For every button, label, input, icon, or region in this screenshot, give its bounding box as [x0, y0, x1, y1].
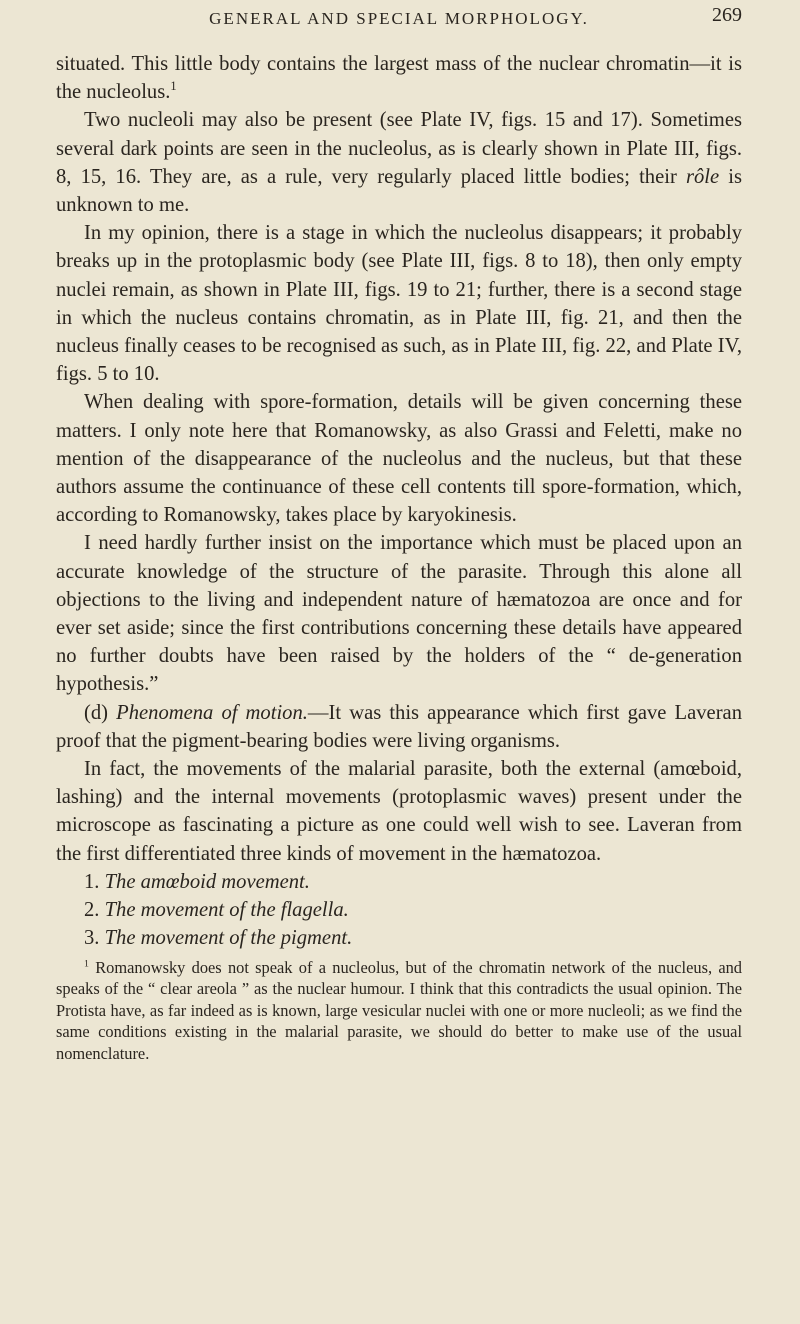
paragraph: In fact, the movements of the malarial parasite, both the external (amœboid, lashing) and the internal movements (protoplasmic waves) present under the microscope as fascinating a picture as one could well wish to see. Laveran from the first differentiated three kinds of movement in the hæmatozoa. — [56, 758, 742, 865]
paragraph: Two nucleoli may also be present (see Plate IV, figs. 15 and 17). Sometimes several dark points are seen in the nucleolus, as is clearly shown in Plate III, figs. 8, 15, 16. They are, as a rule, very regularly placed little bodies; their rôle is unknown to me. — [56, 109, 742, 217]
paragraph: In my opinion, there is a stage in which the nucleolus disappears; it probably breaks up in the protoplasmic body (see Plate III, figs. 8 to 18), then only empty nuclei remain, as shown in Plate III, figs. 19 to 21; further, there is a second stage in which the nucleus contains chromatin, as in Plate III, fig. 21, and then the nucleus finally ceases to be recognised as such, as in Plate III, fig. 22, and Plate IV, figs. 5 to 10. — [56, 222, 742, 386]
page-header — [56, 0, 742, 48]
paragraph: I need hardly further insist on the importance which must be placed upon an accurate knowledge of the structure of the parasite. Through this alone all objections to the living and independent nature of hæmatozoa are once and for ever set aside; since the first contributions concerning these details have appeared no further doubts have been raised by the holders of the “ de-generation hypothesis.” — [56, 532, 742, 696]
list-item: 3. The movement of the pigment. — [84, 927, 353, 950]
footnote-reference: 1 — [170, 79, 177, 94]
paragraph: (d) Phenomena of motion.—It was this appearance which first gave Laveran proof that the pigment-bearing bodies were living organisms. — [56, 701, 742, 752]
footnote: $^1$ Romanowsky does not speak of a nucleolus, but of the chromatin network of the nucleus, and speaks of the “ clear areola ” as the nuclear humour. I think that this contradicts the usual opinion. The Protista have, as far indeed as is known, large vesicular nuclei with one or more nucleoli; as we find the same conditions existing in the malarial parasite, we should do better to make use of the usual nomenclature. — [56, 957, 742, 1063]
section-heading: Phenomena of motion. — [116, 701, 308, 724]
list-item: 1. The amœboid movement. — [84, 870, 310, 893]
footnote-marker: 1 — [84, 958, 89, 970]
body-text — [56, 50, 742, 953]
paragraph: situated. This little body contains the largest mass of the nuclear chromatin—it is the nucleolus.$^1$ — [56, 53, 742, 104]
page-number: 269 — [712, 4, 742, 26]
running-head: GENERAL AND SPECIAL MORPHOLOGY. — [209, 9, 589, 28]
footnotes — [56, 957, 742, 1065]
paragraph: When dealing with spore-formation, details will be given concerning these matters. I only note here that Romanowsky, as also Grassi and Feletti, make no mention of the disappearance of the nucleolus and the nucleus, but that these authors assume the continuance of these cell contents till spore-formation, which, according to Romanowsky, takes place by karyokinesis. — [56, 391, 742, 527]
list-item: 2. The movement of the flagella. — [84, 899, 349, 922]
